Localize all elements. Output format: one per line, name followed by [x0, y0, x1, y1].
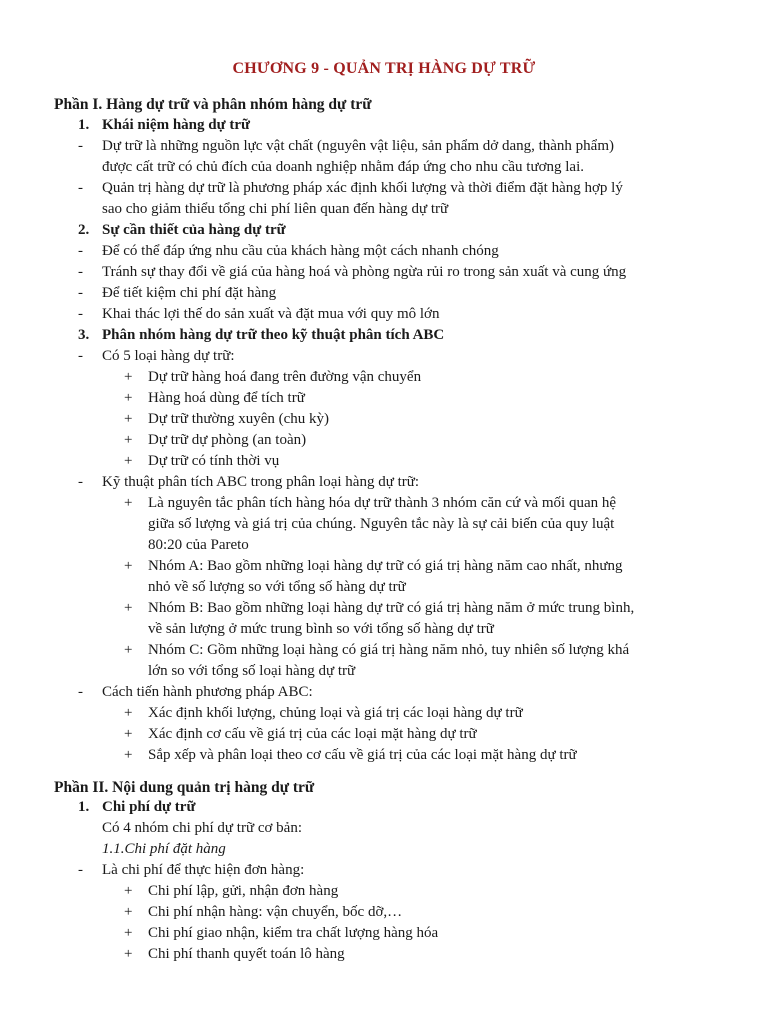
- sub-list-item-continuation: về sản lượng ở mức trung bình so với tổng số hàng dự trữ: [148, 621, 494, 637]
- part-1-heading: Phần I. Hàng dự trữ và phân nhóm hàng dự trữ: [54, 96, 372, 113]
- part-2-heading: Phần II. Nội dung quản trị hàng dự trữ: [54, 779, 315, 796]
- section-title: Khái niệm hàng dự trữ: [102, 117, 251, 133]
- paragraph: Có 4 nhóm chi phí dự trữ cơ bản:: [102, 820, 303, 836]
- section-number: 1.: [78, 117, 90, 133]
- sub-list-item-continuation: lớn so với tổng số loại hàng dự trữ: [148, 663, 356, 679]
- list-item-continuation: sao cho giảm thiểu tổng chi phí liên quan đến hàng dự trữ: [102, 201, 449, 217]
- sub-list-item-continuation: giữa số lượng và giá trị của chúng. Nguyên tắc này là sự cải biến của quy luật: [148, 516, 615, 532]
- subsection-heading: 1.1.Chi phí đặt hàng: [102, 841, 226, 857]
- sub-list-item-continuation: nhỏ về số lượng so với tổng số hàng dự trữ: [148, 579, 406, 595]
- list-item-continuation: được cất trữ có chủ đích của doanh nghiệp nhằm đáp ứng cho nhu cầu tương lai.: [102, 159, 584, 175]
- sub-list-item-continuation: 80:20 của Pareto: [148, 537, 249, 553]
- document-title: CHƯƠNG 9 - QUẢN TRỊ HÀNG DỰ TRỮ: [232, 60, 536, 77]
